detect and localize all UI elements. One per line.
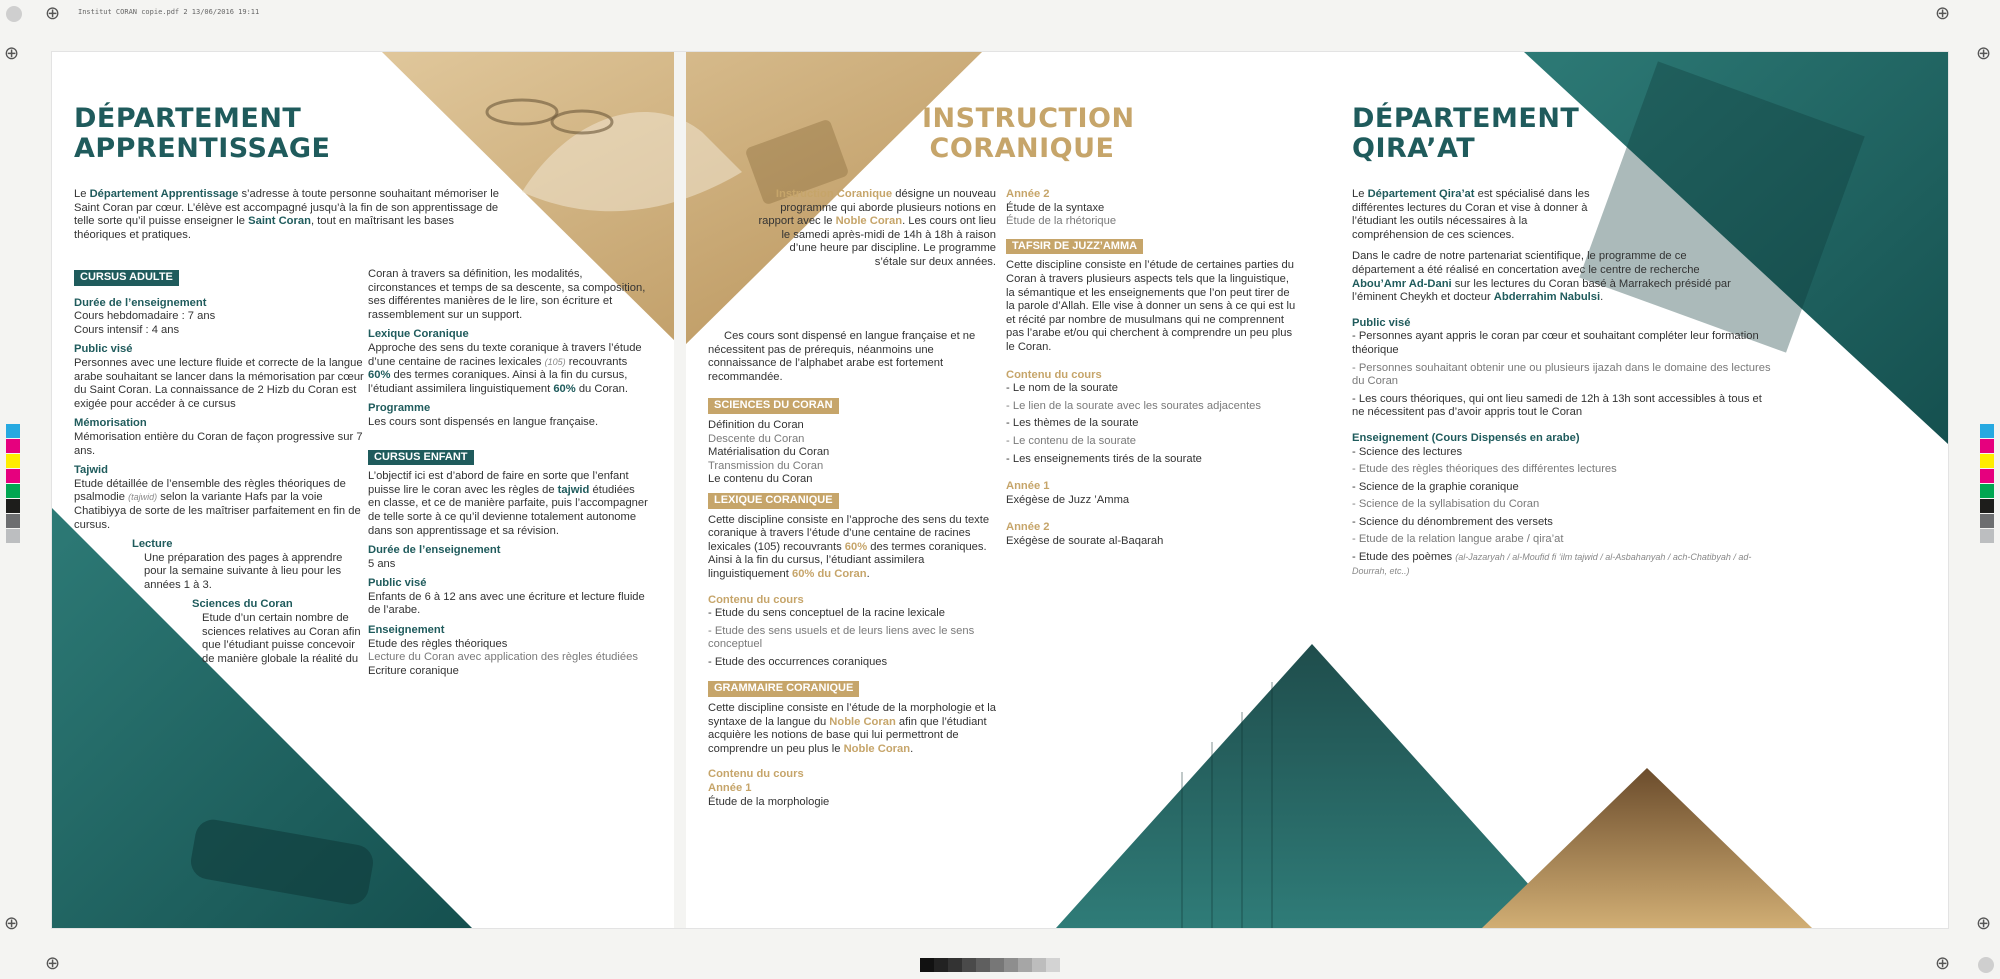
cursus-enfant-label: CURSUS ENFANT [368, 450, 474, 466]
tajwid-heading: Tajwid [74, 464, 108, 477]
color-swatch [6, 529, 20, 543]
corner-dot [6, 6, 22, 22]
registration-mark: ⊕ [45, 3, 61, 24]
list-item: - Les enseignements tirés de la sourate [1006, 453, 1296, 467]
gray-step [1032, 958, 1046, 972]
list-item: - Personnes ayant appris le coran par cœur et souhaitant compléter leur formation théorique [1352, 330, 1772, 357]
list-item: Définition du Coran [708, 418, 804, 431]
color-swatch [6, 484, 20, 498]
qiraat-column: Le Département Qira’at est spécialisé dans les différentes lectures du Coran et vise à donner à l’étudiant les outils nécessaires à la compréhension de ces sciences. Dans le cadre de notre partenariat scientifique, le programme de ce département a été réalisé en concertation avec le centre de recherche Abou’Amr Ad-Dani sur les lectures du Coran basé à Marrakech présidé par l’éminent Cheykh et docteur Abderrahim Nabulsi. Public visé - Personnes ayant appris le coran par cœur et souhaitant compléter leur formation théorique - Personnes souhaitant obtenir une ou plusieurs ijazah dans le domaine des lectures du Coran - Les cours théoriques, qui ont lieu samedi de 12h à 13h sont accessibles à tous et ne nécessitent pas d’avoir appris tout le Coran Enseignement (Cours Dispensés en arabe) - Science des lectures - Etude des règles théoriques des différentes lectures - Science de la graphie coranique - Science de la syllabisation du Coran - Science du dénombrement des versets - Etude de la relation langue arabe / qira’at - Etude des poèmes (al-Jazaryah / al-Moufid fi ‘ilm tajwid / al-Asbahanyah / ach-Chatibyah / ad-Dourrah, etc..) [1352, 188, 1772, 582]
color-swatch [6, 424, 20, 438]
qiraat-title: DÉPARTEMENT QIRA’AT [1352, 103, 1580, 164]
color-swatch [1980, 424, 1994, 438]
color-swatch [1980, 469, 1994, 483]
tafsir-contenu-list [1006, 382, 1296, 466]
gray-step [1018, 958, 1032, 972]
instruction-title: INSTRUCTION CORANIQUE [922, 103, 1135, 164]
qiraat-public-list [1352, 330, 1772, 420]
duree-heading: Durée de l’enseignement [74, 296, 207, 309]
grammaire-coranique-label: GRAMMAIRE CORANIQUE [708, 681, 859, 697]
qiraat-public-heading: Public visé [1352, 316, 1411, 329]
gray-step [934, 958, 948, 972]
cursus-adulte-column: CURSUS ADULTE Durée de l’enseignement Cours hebdomadaire : 7 ans Cours intensif : 4 ans Public visé Personnes avec une lecture fluide et correcte de la langue arabe souhaitant se lancer dans la mémorisation par cœur du Saint Coran. La connaissance de 2 Hizb du Coran est exigée pour accéder à ce cursus Mémorisation Mémorisation entière du Coran de façon progressive sur 7 ans. Tajwid Etude détaillée de l’ensemble des règles théoriques de psalmodie (tajwid) selon la variante Hafs par la voie Chatibiyya de sorte de les maîtriser parfaitement en fin de cursus. Lecture Une préparation des pages à apprendre pour la semaine suivante à lieu pour les années 1 à 3. Sciences du Coran Etude d’un certain nombre de sciences relatives au Coran afin que l’étudiant puisse concevoir de manière globale la réalité du [74, 264, 366, 666]
list-item: - Science du dénombrement des versets [1352, 516, 1772, 530]
tafsir-label: TAFSIR DE JUZZ’AMMA [1006, 239, 1143, 255]
cursus-adulte-label: CURSUS ADULTE [74, 270, 179, 286]
list-item: - Etude des sens usuels et de leurs liens avec le sens conceptuel [708, 625, 998, 652]
color-swatch [6, 499, 20, 513]
list-item: Transmission du Coran [708, 459, 824, 472]
gray-step [962, 958, 976, 972]
sciences-du-coran-label: SCIENCES DU CORAN [708, 398, 839, 414]
qiraat-enseignement-list [1352, 446, 1772, 579]
gray-step [976, 958, 990, 972]
fold [674, 52, 686, 928]
list-item: - Les cours théoriques, qui ont lieu samedi de 12h à 13h sont accessibles à tous et ne nécessitent pas d’avoir appris tout le Coran [1352, 393, 1772, 420]
instruction-column-2: Année 2 Étude de la syntaxe Étude de la rhétorique TAFSIR DE JUZZ’AMMA Cette discipline consiste en l’étude de certaines parties du Coran à travers plusieurs aspects tels que la linguistique, la sémantique et les enseignements que l’on peut tirer de la parole d’Allah. Elle vise à donner un sens à ce qui est lu et récité par nombre de musulmans qui ne comprennent pas l’arabe et/ou qui cherchent à comprendre un peu plus le Coran. Contenu du cours - Le nom de la sourate - Le lien de la sourate avec les sourates adjacentes - Les thèmes de la sourate - Le contenu de la sourate - Les enseignements tirés de la sourate Année 1 Exégèse de Juzz ’Amma Année 2 Exégèse de sourate al-Baqarah [1006, 188, 1296, 548]
list-item: Descente du Coran [708, 432, 805, 445]
gray-step [1004, 958, 1018, 972]
gray-step [948, 958, 962, 972]
lexique-coranique-label: LEXIQUE CORANIQUE [708, 493, 839, 509]
qiraat-enseignement-heading: Enseignement (Cours Dispensés en arabe) [1352, 431, 1580, 444]
gold-triangle-bottom [1482, 768, 1812, 928]
instruction-intro: Instruction Coranique désigne un nouveau programme qui aborde plusieurs notions en rapport avec le Noble Coran. Les cours ont lieu le samedi après-midi de 14h à 18h à raison d’une heure par discipline. Le programme s’étale sur deux années. [758, 188, 996, 268]
color-swatch [6, 469, 20, 483]
list-item: - Les thèmes de la sourate [1006, 417, 1296, 431]
color-swatch [6, 454, 20, 468]
list-item: - Personnes souhaitant obtenir une ou plusieurs ijazah dans le domaine des lectures du Coran [1352, 362, 1772, 389]
lexique-contenu-list [708, 607, 998, 669]
color-swatch [6, 439, 20, 453]
list-item: Le contenu du Coran [708, 473, 813, 486]
list-item: - Etude de la relation langue arabe / qira’at [1352, 533, 1772, 547]
color-swatch [1980, 454, 1994, 468]
sciences-heading: Sciences du Coran [192, 598, 293, 611]
lexique-heading: Lexique Coranique [368, 328, 469, 341]
color-swatch [1980, 529, 1994, 543]
gray-step [990, 958, 1004, 972]
apprentissage-column-2: Coran à travers sa définition, les modalités, circonstances et temps de sa descente, sa composition, ses différentes manières de le lire, son écriture et rassemblement sur un support. Lexique Coranique Approche des sens du texte coranique à travers l’étude d’une centaine de racines lexicales (105) recouvrants 60% des termes coraniques. Ainsi à la fin du cursus, l’étudiant assimilera linguistiquement 60% du Coran. Programme Les cours sont dispensés en langue française. CURSUS ENFANT L’objectif ici est d’abord de faire en sorte que l’enfant puisse lire le coran avec les règles de tajwid étudiées en classe, et ce de manière parfaite, puis l’accompagner de telle sorte à ce qu’il devienne totalement autonome dans son apprentissage et sa révision. Durée de l’enseignement 5 ans Public visé Enfants de 6 à 12 ans avec une écriture et lecture fluide de l’arabe. Enseignement Etude des règles théoriques Lecture du Coran avec application des règles étudiées Ecriture coranique [368, 268, 648, 677]
public-heading: Public visé [74, 343, 133, 356]
registration-mark: ⊕ [1935, 953, 1951, 974]
list-item: - Etude des occurrences coraniques [708, 656, 998, 670]
color-swatch [1980, 514, 1994, 528]
apprentissage-intro: Le Département Apprentissage s’adresse à toute personne souhaitant mémoriser le Saint Coran par cœur. L’élève est accompagné jusqu’à la fin de son apprentissage de telle sorte qu’il puisse enseigner le Saint Coran, tout en maîtrisant les bases théoriques et pratiques. [74, 188, 499, 241]
list-item: - Le contenu de la sourate [1006, 435, 1296, 449]
gray-step [1046, 958, 1060, 972]
brochure-spread [52, 52, 1948, 928]
color-swatch [1980, 499, 1994, 513]
registration-mark: ⊕ [4, 913, 20, 934]
list-item: - Le lien de la sourate avec les sourates adjacentes [1006, 400, 1296, 414]
programme-heading: Programme [368, 402, 431, 415]
list-item: - Etude des règles théoriques des différentes lectures [1352, 463, 1772, 477]
lecture-heading: Lecture [132, 538, 173, 551]
list-item: Matérialisation du Coran [708, 446, 830, 459]
registration-mark: ⊕ [1976, 43, 1992, 64]
print-file-info: Institut CORAN copie.pdf 2 13/06/2016 19:11 [78, 8, 260, 16]
gray-step [920, 958, 934, 972]
list-item: - Science de la syllabisation du Coran [1352, 498, 1772, 512]
list-item: - Etude des poèmes (al-Jazaryah / al-Moufid fi ‘ilm tajwid / al-Asbahanyah / ach-Chatibyah / ad-Dourrah, etc..) [1352, 551, 1772, 578]
teal-triangle-bottom [1056, 644, 1568, 928]
color-swatch [6, 514, 20, 528]
list-item: - Science des lectures [1352, 446, 1772, 460]
sciences-list [708, 419, 998, 487]
apprentissage-title: DÉPARTEMENT APPRENTISSAGE [74, 103, 331, 164]
registration-mark: ⊕ [1976, 913, 1992, 934]
registration-mark: ⊕ [45, 953, 61, 974]
corner-dot [1978, 957, 1994, 973]
list-item: - Le nom de la sourate [1006, 382, 1296, 396]
color-swatch [1980, 439, 1994, 453]
registration-mark: ⊕ [1935, 3, 1951, 24]
memorisation-heading: Mémorisation [74, 417, 147, 430]
list-item: - Science de la graphie coranique [1352, 481, 1772, 495]
registration-mark: ⊕ [4, 43, 20, 64]
color-swatch [1980, 484, 1994, 498]
instruction-column-1: Ces cours sont dispensé en langue française et ne nécessitent pas de prérequis, néanmoins une connaissance de l’alphabet arabe est fortement recommandée. SCIENCES DU CORAN Définition du Coran Descente du Coran Matérialisation du Coran Transmission du Coran Le contenu du Coran LEXIQUE CORANIQUE Cette discipline consiste en l’approche des sens du texte coranique à travers l’étude d’une centaine de racines lexicales (105) recouvrants 60% des termes coraniques. Ainsi à la fin du cursus, l’étudiant assimilera linguistiquement 60% du Coran. Contenu du cours - Etude du sens conceptuel de la racine lexicale - Etude des sens usuels et de leurs liens avec le sens conceptuel - Etude des occurrences coraniques GRAMMAIRE CORANIQUE Cette discipline consiste en l’étude de la morphologie et la syntaxe de la langue du Noble Coran afin que l’étudiant acquière les notions de base qui lui permettront de comprendre un peu plus le Noble Coran. Contenu du cours Année 1 Étude de la morphologie [708, 330, 998, 809]
list-item: - Etude du sens conceptuel de la racine lexicale [708, 607, 998, 621]
